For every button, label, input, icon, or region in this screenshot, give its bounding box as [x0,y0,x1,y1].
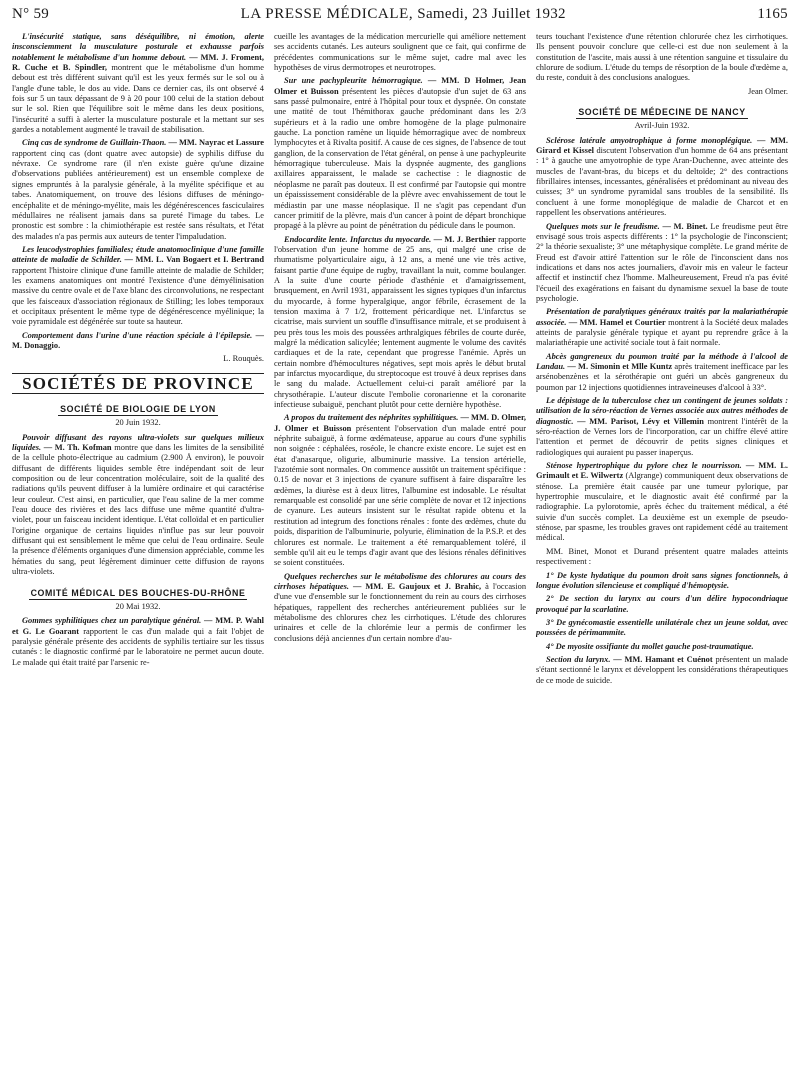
article-title: Sclérose latérale amyotrophique à forme monoplégique. [546,135,753,145]
article-title: Quelques recherches sur le métabolisme des chlorures au cours des cirrhoses hépatiques. [274,571,526,591]
article-text: rapportent cinq cas (dont quatre avec autopsie) de syphilis diffuse du névraxe. Ce syndrome rare (il n'en existe guère qu'une dizaine d'observations publiées antérieurement) est un ensemble complexe de signes empruntés à la paralysie générale, à la myélite spécifique et au tabes. Anatomiquement, on trouve des lésions diffuses de méningo-encéphalite et de méningo-myélite, mais les dégénérescences fasciculaires médullaires ne réalisent jamais dans sa pureté l'image du tabes. Le pronostic est sombre : la chimiothérapie est restée sans résultats, et l'état des malades n'a pas permis aux auteurs de tenter l'impaludation. [12,148,264,241]
article-authors: — MM. L. Grimault et E. Wilwertz [536,461,788,481]
column-3 [536,32,788,1077]
section-banner: SOCIÉTÉS DE PROVINCE [12,373,264,394]
page-number: 1165 [757,6,788,22]
article-title: Comportement dans l'urine d'une réaction spéciale à l'épilepsie. [22,330,253,340]
society-date: 20 Mai 1932. [115,601,161,611]
issue-date: Samedi, 23 Juillet 1932 [417,6,566,22]
society-heading [12,404,264,416]
article-text: présentent l'observation d'un malade entré pour néphrite subaiguë, à forme œdémateuse, apparue au cours d'une syphilis non soignée : céphalées, roséole, le chancre existe encore. Le sujet est en état d'anasarque, oligurie, albuminurie massive. La tension artérielle, l'azotémie sont normales. On commence aussitôt un traitement spécifique : 0.15 de novar et 3 injections de cyanure suffisent à faire disparaître les œdèmes, la diurèse est à deux litres, l'albumine est indosable. Le résultat remarquable est consolidé par une série complète de novar et 12 injections de cyanure. Les auteurs insistent sur le résultat rapide obtenu et la restitution ad integrum des fonctions rénales : fonte des œdèmes, chute du poids, disparition de l'albuminurie, polyurie, élimination de la P.S.P. et des chlorures est normale. Le traitement a été remarquablement toléré, il semble qu'il ait eu le temps d'agir avant que des lésions rénales définitives se soient constituées. [274,423,526,568]
article-continuation [274,32,526,73]
article-title: A propos du traitement des néphrites syphilitiques. [284,413,459,423]
article [536,594,788,615]
article-text: montrent que le métabolisme d'un homme debout est très différent suivant qu'il est les yeux fermés sur le sol ou à l'angle d'une table, le dos au vide. Dans ce dernier cas, ils ont observé 4 fois sur 5 un taux dépassant de 9 à 20 pour 100 celui de la station debout sur le sol. Rien que l'équilibre soit le même dans les deux positions, l'insécurité a suffi à alerter la musculature posturale et la mettant sur ses gardes a notablement augmenté le travail de stabilisation. [12,63,264,135]
article [536,396,788,458]
article-text: rapportent le cas d'un malade qui a fait l'objet de paralysie générale présente des accidents de syphilis tertiaire sur les tissus cutanés : le diagnostic confirmé par le laboratoire ne permet aucun doute. Le malade qui était traité par l'arsenic re- [12,626,264,667]
article-authors: — M. Th. Kofman [43,443,112,453]
article [12,32,264,135]
society-name: SOCIÉTÉ DE BIOLOGIE DE LYON [58,404,218,416]
article-title: Quelques mots sur le freudisme. [546,221,660,231]
article-title: Les leucodystrophies familiales; étude anatomoclinique d'une famille atteinte de maladie de Schilder. [12,244,264,265]
society-name: SOCIÉTÉ DE MÉDECINE DE NANCY [576,107,747,119]
article [274,413,526,568]
article-text: montrent l'intérêt de la séro-réaction de Vernes lors de l'incorporation, car un chiffre élevé attire l'attention et permet de découvrir de petits signes cliniques et radiologiques qui auraient pu passer inaperçus. [536,416,788,457]
article [536,307,788,348]
article [536,352,788,393]
article [274,572,526,644]
columns [12,32,788,1077]
article-authors: — MM. E. Gaujoux et J. Brahic, [352,581,482,591]
article-text: cueille les avantages de la médication mercurielle qui améliore nettement ses accidents cutanés. Les auteurs soulignent que ce fait, qui confirme de précédentes communications sur le même sujet, cadre mal avec les hypothèses de virus dermotropes et neurotropes. [274,32,526,73]
article-authors: — M. Binet. [662,221,708,231]
article-text: MM. Binet, Monot et Durand présentent quatre malades atteints respectivement : [536,546,788,567]
article-text: montrent à la Société deux malades atteints de paralysie générale typique et ayant pu reprendre grâce à la malariathérapie une activité sociale tout à fait normale. [536,317,788,348]
society-date: 20 Juin 1932. [115,418,161,428]
article [12,245,264,328]
article-text: Le freudisme peut être envisagé sous trois aspects différents : 1° la psychologie de l'inconscient; 2° la théorie sexualiste; 3° une métaphysique complète. Le grand mérite de Freud est d'avoir attiré l'attention sur le rôle de l'inconscient dans nos indications et dans nos actes journaliers, d'avoir mis en valeur le facteur affectif et instinctif chez l'homme. Malheureusement, Freud n'a pas évité l'écueil des exagérations en faisant du dynamisme sexuel la base de toute psychologie. [536,221,788,303]
signature: Jean Olmer. [747,86,788,96]
article-authors: — MM. L. Van Bogaert et I. Bertrand [124,255,264,265]
article [12,331,264,352]
article [12,616,264,668]
article [536,571,788,592]
article-title: Sténose hypertrophique du pylore chez le nourrisson. [546,461,742,471]
article [536,461,788,544]
society-name: COMITÉ MÉDICAL DES BOUCHES-DU-RHÔNE [29,588,248,600]
article [12,138,264,241]
column-2 [274,32,526,1077]
article-text: (Algrange) communiquent deux observations de sténose. La première était causée par une tumeur pylorique, par hypertrophie musculaire, et le diagnostic avait été confirmé par la radiographie. La pylorotomie, après échec du traitement médical, a été suivie d'un succès complet. La deuxième est un exemple de pseudo-sténose, par spasme, les troubles graves ont rapidement cédé au traitement médical. [536,471,788,543]
article-title: Section du larynx. [546,654,611,664]
masthead [241,6,566,23]
article [12,433,264,578]
article-text: teurs touchant l'existence d'une rétention chlorurée chez les cirrhotiques. Ils pensent pouvoir conclure que celle-ci est due non seulement à la constitution de l'ascite, mais aussi à une rétention sanguine et tissulaire du chlorure de sodium. L'étude du temps de résorption de la boule d'œdème a, du reste, conduit à des conclusions analogues. [536,32,788,83]
issue-number: N° 59 [12,6,50,22]
article-title: 2° De section du larynx au cours d'un délire hypocondriaque provoqué par la scarlatine. [536,594,788,614]
article-authors: — MM. Parisot, Lévy et Villemin [577,416,704,426]
article-authors: — MM. Girard et Kissel [536,135,788,156]
signature: L. Rouquès. [223,354,264,364]
article-title: Gommes syphilitiques chez un paralytique général. [22,616,202,626]
article [536,222,788,305]
society-heading [536,107,788,119]
article-text: présentent un malade s'étant sectionné le larynx et développent les considérations thérapeutiques de ce mode de suicide. [536,654,788,685]
article-title: Présentation de paralytiques généraux traités par la malariathérapie associée. [536,307,788,327]
article-authors: — MM. Hamant et Cuénot [613,654,713,664]
article-title: 4° De myosite ossifiante du mollet gauche post-traumatique. [546,641,754,651]
article [536,547,788,568]
article-title: 1° De kyste hydatique du poumon droit sans signes fonctionnels, à longue évolution silencieuse et compliqué d'hémoptysie. [536,570,788,590]
society-date: Avril-Juin 1932. [634,121,690,131]
article-text: après traitement inefficace par les arsénobenzènes et la sérothérapie ont guéri un abcès gangreneux du poumon par 12 injections quotidiennes intraveineuses d'alcool à 33°. [536,361,788,392]
article-title: L'insécurité statique, sans déséquilibre, ni émotion, alerte insconsciemment la musculature posturale et exhausse parfois notablement le métabolisme d'un homme debout. [12,32,264,62]
article-title: 3° De gynécomastie essentielle unilatérale chez un jeune soldat, avec poussées de périmammite. [536,617,788,638]
article [274,76,526,231]
column-1 [12,32,264,1077]
journal-title: LA PRESSE MÉDICALE, [240,6,414,22]
article-text: rapporte l'observation d'un jeune homme de 25 ans, qui malgré une crise de rhumatisme polyarticulaire aigu, à 12 ans, a mené une vie très active, faisant partie d'une équipe de rugby, travaillant la nuit, comme boulanger. A la suite d'une courte période d'asthénie et d'amaigrissement, brusquement, en Avril 1931, apparaissent les signes typiques d'un infarctus du myocarde, à forme hyperalgique, angor fébrile, écrasement de la tension maxima à 7 1/2, frottement péricardique net. L'infarctus se cicatrise, mais survient un souffle d'insuffisance mitrale, et se produisent à peu près tous les mois des poussées arthralgiques fébriles de courte durée, malgré la médication salicylée; lentement augmente le volume des cavités cardiaques et de la rate, cependant que progresse l'anémie. Après un certain nombre d'hémocultures négatives, sept mois après le début brutal par infarctus myocardique, du streptocoque est trouvé à deux reprises dans le sang du malade. Actuellement celui-ci paraît amélioré par la chrysothérapie. L'auteur discute l'embolie coronarienne et la coronarite infectieuse subaiguë, penchant plutôt pour cette dernière hypothèse. [274,234,526,410]
article-text: montre que dans les limites de la sensibilité de la cellule photo-électrique au cadmium (2.900 Å environ), le pouvoir diffusant de différents liquides semble être indépendant soit de leur composition ou de leur concentration moléculaire, soit de la qualité des radiations qu'ils peuvent diffuser à la lumière ordinaire et qui caractérise leur couleur. C'est ainsi, en particulier, que l'eau saline de la mer comme l'eau douce des rivières et des lacs diffuse une même quantité d'ultra-violet, pour un faisceau incident identique. L'état colloïdal et en particulier l'origine organique de certains liquides n'influe pas sur leur pouvoir diffusant qui est sensiblement le même que celui de l'eau ordinaire. Seule la présence d'éléments organiques d'une dimension appréciable, comme les hématies du sang, peut légèrement diminuer cette diffusion de rayons ultra-violets. [12,443,264,577]
article [536,618,788,639]
article-authors: — MM. J. Froment, R. Cuche et B. Spindler, [12,52,264,73]
article-title: Sur une pachypleurite hémorragique. [284,76,423,86]
article-authors: — M. Simonin et Mlle Kuntz [567,361,673,371]
article-text: rapportent l'histoire clinique d'une famille atteinte de maladie de Schilder; les examens anatomiques ont montré l'existence d'une démyélinisation massive du centre ovale et de l'axe blanc des circonvolutions, ne respectant que les faisceaux d'association régionaux de Stilling; les lobes temporaux et occipitaux présentent le même type de dégénérescence myélinique; la voie pyramidale est dégénérée sur toute sa hauteur. [12,265,264,327]
article-authors: — MM. D. Olmer, J. Olmer et Buisson [274,413,526,433]
article-authors: — M. J. Berthier [433,234,496,244]
article-title: Pouvoir diffusant des rayons ultra-violets sur quelques milieux liquides. [12,432,264,453]
article-continuation [536,32,788,84]
article-authors: — MM. D Holmer, Jean Olmer et Buisson [274,76,526,96]
article-text: à l'occasion d'une vue d'ensemble sur le fonctionnement du rein au cours des cirrhoses hépatiques, rappellent des recherches antérieurement publiées sur le métabolisme des chlorures chez les cirrhotiques. L'étude des chlorures urinaires et celle de la chlorémie leur a permis de confirmer les conclusions déjà anciennes d'un certain nombre d'au- [274,581,526,643]
article-authors: — MM. P. Wahl et G. Le Goarant [12,616,264,636]
article-text: présentent les pièces d'autopsie d'un sujet de 63 ans sans passé pulmonaire, entré à l'hôpital pour toux et dyspnée. On constate une matité de tout l'hémithorax gauche prédominant dans les 2/3 supérieurs et à la radio une ombre homogène de la plage pulmonaire gauche. La ponction ramène un liquide hémorragique avec de nombreux lymphocytes et à Rivalta positif. A cause de ces signes, de l'absence de tout ganglion, de la conservation de l'état général, on pense à une pachypleurite hémorragique tuberculeuse. Mais la dyspnée augmente, des ganglions axillaires apparaissent, le malade se cachectise : le diagnostic de néoplasme ne paraît pas douteux. Il est confirmé par l'autopsie qui montre un épaississement considérable de la plèvre avec envahissement de tout le médiastin par une masse néoplasique. Il ne s'agit pas cependant d'un cancer primitif de la plèvre, mais d'un cancer à point de départ bronchique propagé à la plèvre au point de pénétration du pédicule dans le poumon. [274,86,526,231]
article [536,642,788,652]
article [536,655,788,686]
article-text: discutent l'observation d'un homme de 64 ans présentant : 1° à gauche une amyotrophie de type Aran-Duchenne, avec atteinte des muscles de l'avant-bras, du biceps et du deltoïde; 2° des contractions fibrillaires intenses, incessantes, généralisées et prédominant au niveau des cuisses; 3° un syndrome pyramidal sans troubles de la sensibilité. Ils concluent à une forme monoplégique de maladie de Charcot et en rappellent les observations antérieures. [536,146,788,218]
article-title: Abcès gangreneux du poumon traité par la méthode à l'alcool de Landau. [536,351,788,371]
article-authors: — MM. Nayrac et Lassure [168,138,264,148]
article-title: Endocardite lente. Infarctus du myocarde. [284,234,432,244]
article-title: Cinq cas de syndrome de Guillain-Thaon. [22,138,167,148]
article-authors: — MM. Hamel et Courtier [568,317,666,327]
page-header [12,6,788,32]
article-authors: — M. Donaggio. [12,330,264,350]
article-title: Le dépistage de la tuberculose chez un contingent de jeunes soldats : utilisation de la séro-réaction de Vernes associée aux autres méthodes de diagnostic. [536,396,788,426]
article [536,136,788,219]
society-heading [12,588,264,600]
article [274,235,526,411]
